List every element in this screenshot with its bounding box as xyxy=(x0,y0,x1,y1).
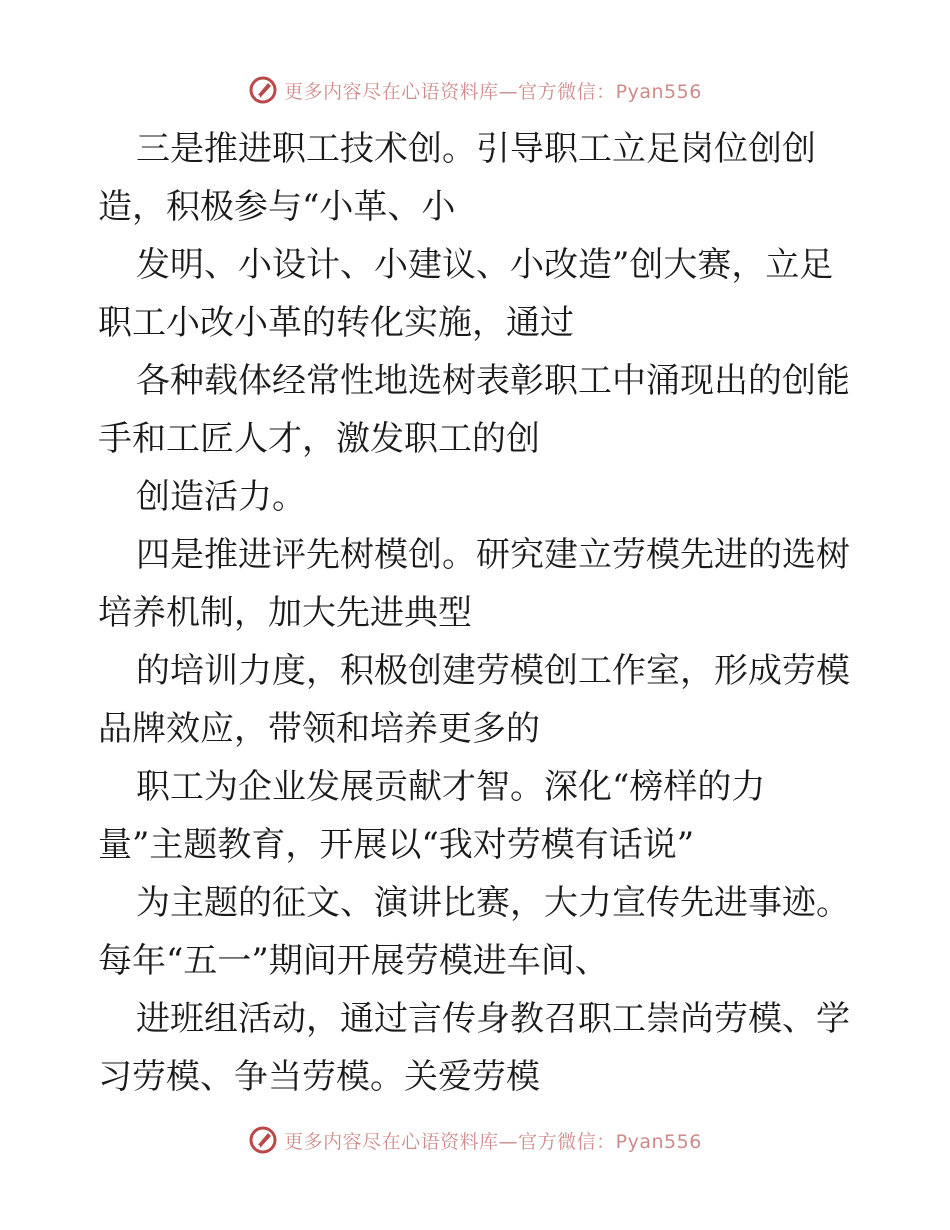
body-line: 为主题的征文、演讲比赛，大力宣传先进事迹。 xyxy=(136,883,850,923)
body-line: 的培训力度，积极创建劳模创工作室，形成劳模 xyxy=(136,651,850,691)
pen-nib-logo-icon xyxy=(248,1125,278,1155)
body-line: 手和工匠人才，激发职工的创 xyxy=(98,419,540,459)
body-line: 职工为企业发展贡献才智。深化“榜样的力 xyxy=(136,767,766,807)
body-line: 四是推进评先树模创。研究建立劳模先进的选树 xyxy=(136,535,850,575)
header-text: 更多内容尽在心语资料库—官方微信：Pyan556 xyxy=(284,80,702,103)
body-line: 各种载体经常性地选树表彰职工中涌现出的创能 xyxy=(136,361,850,401)
body-line: 职工小改小革的转化实施，通过 xyxy=(98,303,574,343)
body-line: 进班组活动，通过言传身教召职工崇尚劳模、学 xyxy=(136,999,850,1039)
body-line: 三是推进职工技术创。引导职工立足岗位创创 xyxy=(136,129,816,169)
body-line: 发明、小设计、小建议、小改造”创大赛，立足 xyxy=(136,245,834,285)
body-line: 品牌效应，带领和培养更多的 xyxy=(98,709,540,749)
document-body xyxy=(98,120,858,1106)
body-line: 每年“五一”期间开展劳模进车间、 xyxy=(98,941,609,981)
footer-banner xyxy=(0,1118,950,1162)
pen-nib-logo-icon xyxy=(248,75,278,105)
body-line: 量”主题教育，开展以“我对劳模有话说” xyxy=(98,825,695,865)
header-banner xyxy=(0,68,950,112)
body-line: 造，积极参与“小革、小 xyxy=(98,187,456,227)
body-line: 创造活力。 xyxy=(136,477,306,517)
body-line: 习劳模、争当劳模。关爱劳模 xyxy=(98,1057,540,1097)
footer-text: 更多内容尽在心语资料库—官方微信：Pyan556 xyxy=(284,1130,702,1153)
body-line: 培养机制，加大先进典型 xyxy=(98,593,472,633)
